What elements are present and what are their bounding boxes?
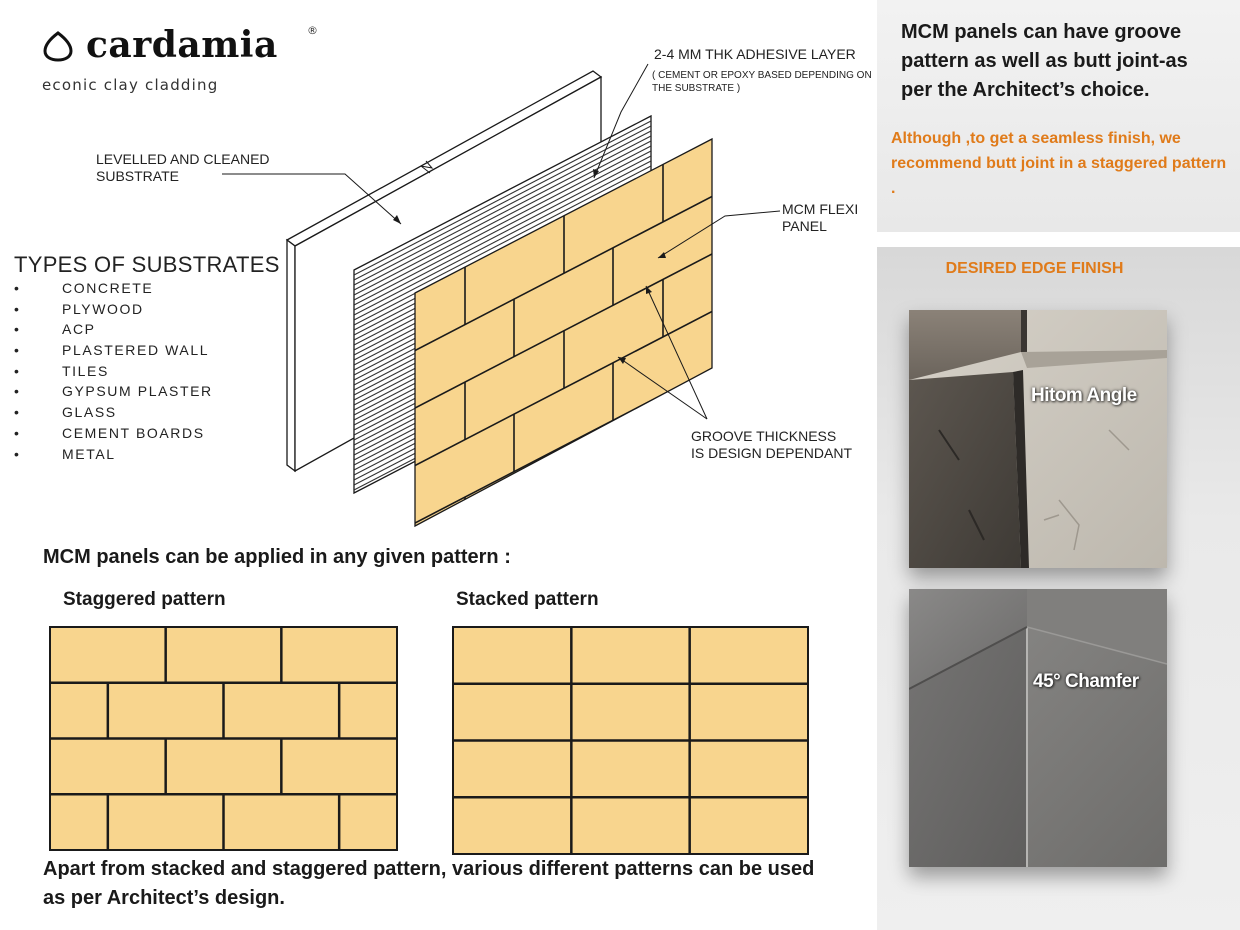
list-item: • PLYWOOD xyxy=(14,301,213,322)
adhesive-layer-label: 2-4 MM THK ADHESIVE LAYER xyxy=(654,46,856,62)
mcm-panel-label: MCM FLEXI PANEL xyxy=(782,201,859,234)
edge-option-hitom-angle xyxy=(909,310,1167,568)
list-item: • PLASTERED WALL xyxy=(14,342,213,363)
list-item: • ACP xyxy=(14,321,213,342)
list-item: • CONCRETE xyxy=(14,280,213,301)
stacked-pattern-swatch xyxy=(452,626,809,855)
substrates-list xyxy=(14,280,213,466)
list-item: • GLASS xyxy=(14,404,213,425)
adhesive-layer-note: ( CEMENT OR EPOXY BASED DEPENDING ON THE SUBSTRATE ) xyxy=(652,70,872,94)
edge-finish-title: DESIRED EDGE FINISH xyxy=(945,260,1124,277)
edge-option-45-chamfer xyxy=(909,589,1167,867)
brand-tagline: econic clay cladding xyxy=(42,76,219,94)
registered-mark: ® xyxy=(307,24,318,37)
chamfer-label: 45° Chamfer xyxy=(1033,671,1139,692)
list-item: • TILES xyxy=(14,363,213,384)
groove-label: GROOVE THICKNESS IS DESIGN DEPENDANT xyxy=(691,428,853,461)
staggered-pattern-swatch xyxy=(49,626,398,851)
patterns-heading: MCM panels can be applied in any given pattern : xyxy=(43,546,511,568)
substrate-label: LEVELLED AND CLEANED SUBSTRATE xyxy=(96,151,270,184)
list-item: • GYPSUM PLASTER xyxy=(14,383,213,404)
hitom-angle-label: Hitom Angle xyxy=(1031,385,1137,406)
chamfer-image xyxy=(909,589,1167,867)
staggered-pattern-label: Staggered pattern xyxy=(63,589,226,610)
groove-butt-joint-note: MCM panels can have groove pattern as well as butt joint-as per the Architect’s choice. xyxy=(901,21,1188,101)
stacked-pattern-label: Stacked pattern xyxy=(456,589,599,610)
footer-note: Apart from stacked and staggered pattern, various different patterns can be used as per Architect’s design. xyxy=(43,858,815,909)
substrates-title: TYPES OF SUBSTRATES xyxy=(14,252,280,277)
list-item: • CEMENT BOARDS xyxy=(14,425,213,446)
brand-name: cardamia xyxy=(86,24,278,66)
recommendation-note: Although ,to get a seamless finish, we recommend butt joint in a staggered pattern . xyxy=(891,130,1227,197)
hitom-angle-image xyxy=(909,310,1167,568)
list-item: • METAL xyxy=(14,446,213,467)
